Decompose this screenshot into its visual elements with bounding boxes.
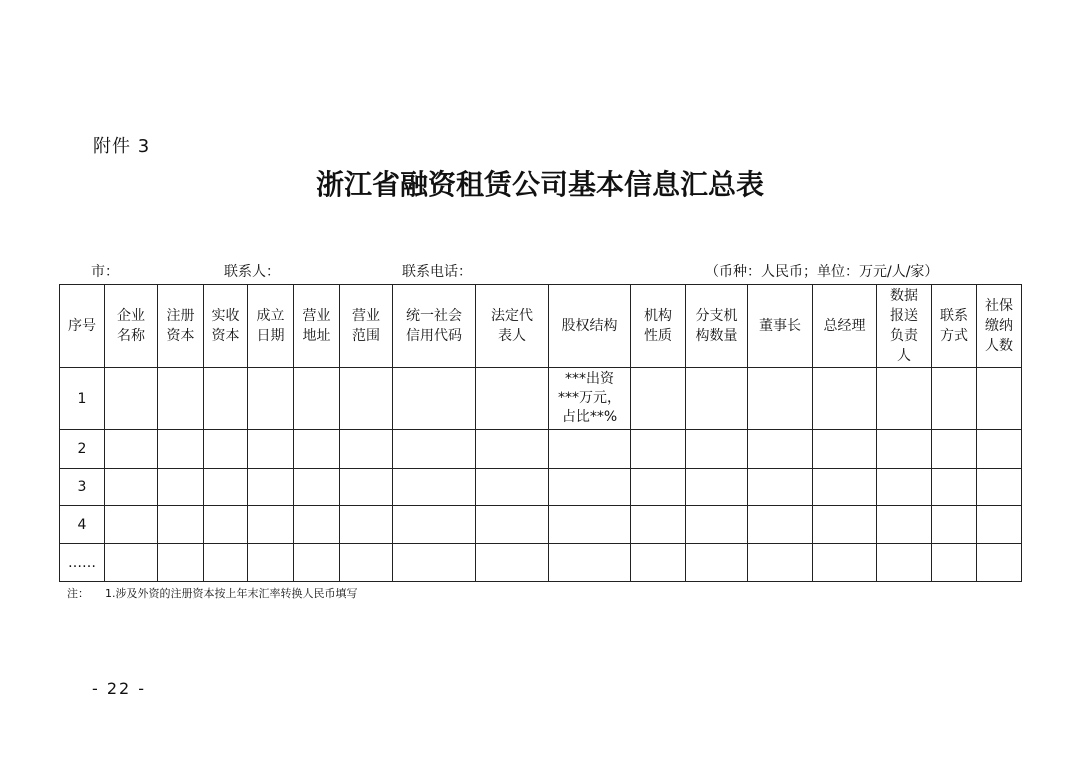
cell-business-scope — [340, 469, 393, 506]
cell-institution-nature — [631, 469, 686, 506]
contact-label: 联系人： — [224, 264, 280, 280]
cell-established-date — [248, 368, 294, 430]
cell-chairman — [748, 469, 813, 506]
city-label: 市： — [91, 264, 119, 280]
cell-business-scope — [340, 368, 393, 430]
column-header-branch-count: 分支机 构数量 — [686, 285, 748, 368]
cell-equity-structure — [549, 368, 631, 430]
cell-chairman — [748, 430, 813, 469]
cell-general-manager — [813, 368, 877, 430]
cell-registered-capital — [158, 368, 204, 430]
cell-general-manager — [813, 469, 877, 506]
cell-established-date — [248, 506, 294, 544]
phone-label: 联系电话： — [402, 264, 472, 280]
table-row — [60, 544, 1022, 582]
cell-registered-capital — [158, 469, 204, 506]
cell-legal-representative — [476, 469, 549, 506]
cell-contact-method — [932, 469, 977, 506]
row-seq: 4 — [60, 506, 105, 544]
cell-established-date — [248, 544, 294, 582]
equity-structure-example: ***出资 ***万元， 占比**% — [558, 371, 621, 425]
cell-institution-nature — [631, 368, 686, 430]
document-title: 浙江省融资租赁公司基本信息汇总表 — [315, 168, 764, 201]
cell-business-scope — [340, 430, 393, 469]
table-row — [60, 368, 1022, 430]
attachment-label: 附件 3 — [93, 136, 151, 157]
cell-legal-representative — [476, 544, 549, 582]
cell-contact-method — [932, 506, 977, 544]
cell-branch-count — [686, 506, 748, 544]
cell-business-scope — [340, 544, 393, 582]
cell-credit-code — [393, 469, 476, 506]
cell-general-manager — [813, 544, 877, 582]
table-row — [60, 506, 1022, 544]
cell-company-name — [105, 544, 158, 582]
cell-registered-capital — [158, 430, 204, 469]
cell-legal-representative — [476, 368, 549, 430]
page-number: - 22 - — [92, 679, 147, 698]
cell-company-name — [105, 430, 158, 469]
cell-branch-count — [686, 368, 748, 430]
cell-social-insurance-count — [977, 368, 1022, 430]
column-header-equity-structure: 股权结构 — [549, 285, 631, 368]
cell-data-reporter — [877, 430, 932, 469]
cell-equity-structure — [549, 544, 631, 582]
cell-paid-in-capital — [204, 469, 248, 506]
cell-company-name — [105, 368, 158, 430]
cell-credit-code — [393, 368, 476, 430]
cell-data-reporter — [877, 506, 932, 544]
table-header-row — [60, 285, 1022, 368]
footnote-label: 注： — [67, 587, 89, 600]
footnote-text: 1.涉及外资的注册资本按上年末汇率转换人民币填写 — [105, 587, 358, 600]
cell-branch-count — [686, 469, 748, 506]
cell-paid-in-capital — [204, 506, 248, 544]
cell-equity-structure — [549, 506, 631, 544]
cell-established-date — [248, 469, 294, 506]
cell-data-reporter — [877, 368, 932, 430]
currency-unit-note: （币种：人民币；单位：万元/人/家） — [705, 264, 939, 280]
table-row — [60, 469, 1022, 506]
cell-paid-in-capital — [204, 430, 248, 469]
cell-institution-nature — [631, 430, 686, 469]
column-header-chairman: 董事长 — [748, 285, 813, 368]
row-seq: 2 — [60, 430, 105, 469]
cell-business-address — [294, 544, 340, 582]
row-seq: 1 — [60, 368, 105, 430]
cell-registered-capital — [158, 506, 204, 544]
column-header-registered-capital: 注册 资本 — [158, 285, 204, 368]
cell-general-manager — [813, 506, 877, 544]
cell-social-insurance-count — [977, 430, 1022, 469]
cell-business-address — [294, 506, 340, 544]
cell-business-address — [294, 368, 340, 430]
cell-equity-structure — [549, 469, 631, 506]
cell-institution-nature — [631, 544, 686, 582]
cell-company-name — [105, 506, 158, 544]
cell-contact-method — [932, 544, 977, 582]
cell-equity-structure — [549, 430, 631, 469]
cell-paid-in-capital — [204, 544, 248, 582]
cell-credit-code — [393, 544, 476, 582]
column-header-company-name: 企业 名称 — [105, 285, 158, 368]
row-seq: …… — [60, 544, 105, 582]
cell-company-name — [105, 469, 158, 506]
cell-social-insurance-count — [977, 469, 1022, 506]
cell-legal-representative — [476, 430, 549, 469]
cell-business-address — [294, 469, 340, 506]
cell-business-scope — [340, 506, 393, 544]
cell-chairman — [748, 368, 813, 430]
cell-general-manager — [813, 430, 877, 469]
cell-branch-count — [686, 544, 748, 582]
cell-registered-capital — [158, 544, 204, 582]
cell-chairman — [748, 506, 813, 544]
cell-chairman — [748, 544, 813, 582]
row-seq: 3 — [60, 469, 105, 506]
cell-data-reporter — [877, 544, 932, 582]
column-header-business-address: 营业 地址 — [294, 285, 340, 368]
column-header-credit-code: 统一社会 信用代码 — [393, 285, 476, 368]
cell-contact-method — [932, 430, 977, 469]
cell-contact-method — [932, 368, 977, 430]
cell-business-address — [294, 430, 340, 469]
column-header-institution-nature: 机构 性质 — [631, 285, 686, 368]
column-header-legal-representative: 法定代 表人 — [476, 285, 549, 368]
cell-social-insurance-count — [977, 544, 1022, 582]
column-header-contact-method: 联系 方式 — [932, 285, 977, 368]
cell-established-date — [248, 430, 294, 469]
column-header-general-manager: 总经理 — [813, 285, 877, 368]
cell-social-insurance-count — [977, 506, 1022, 544]
column-header-data-reporter: 数据 报送 负责 人 — [877, 285, 932, 368]
column-header-paid-in-capital: 实收 资本 — [204, 285, 248, 368]
table-row — [60, 430, 1022, 469]
cell-institution-nature — [631, 506, 686, 544]
column-header-social-insurance-count: 社保 缴纳 人数 — [977, 285, 1022, 368]
footnote — [67, 585, 358, 601]
summary-table — [59, 284, 1022, 582]
cell-paid-in-capital — [204, 368, 248, 430]
cell-legal-representative — [476, 506, 549, 544]
cell-branch-count — [686, 430, 748, 469]
cell-credit-code — [393, 430, 476, 469]
column-header-seq: 序号 — [60, 285, 105, 368]
cell-credit-code — [393, 506, 476, 544]
column-header-business-scope: 营业 范围 — [340, 285, 393, 368]
cell-data-reporter — [877, 469, 932, 506]
column-header-established-date: 成立 日期 — [248, 285, 294, 368]
